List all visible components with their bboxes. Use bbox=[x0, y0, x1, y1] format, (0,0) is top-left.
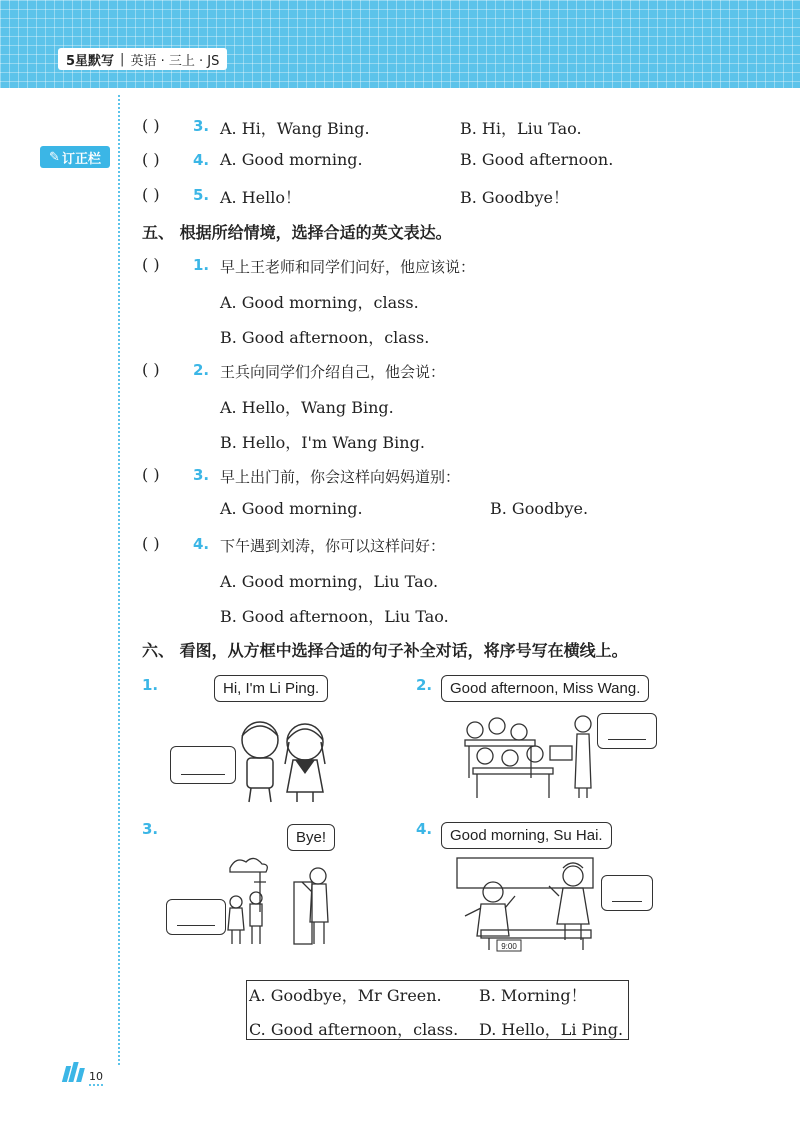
question-stem: 下午遇到刘涛，你可以这样问好： bbox=[220, 537, 446, 555]
option-a: A. Hello，Wang Bing. bbox=[220, 398, 394, 417]
choice-a: A. Goodbye，Mr Green. bbox=[249, 986, 442, 1005]
answer-paren[interactable]: ( ) bbox=[142, 150, 160, 169]
option-a: A. Hello！ bbox=[220, 188, 302, 207]
book-tag bbox=[58, 48, 227, 70]
question-number: 3. bbox=[193, 466, 210, 484]
speech-bubble: Good afternoon, Miss Wang. bbox=[441, 675, 649, 702]
question-number: 2. bbox=[193, 361, 210, 379]
option-b: B. Good afternoon，Liu Tao. bbox=[220, 607, 449, 626]
answer-blank-box[interactable] bbox=[597, 713, 657, 749]
correction-label-text: 订正栏 bbox=[61, 151, 101, 167]
option-a: A. Hi，Wang Bing. bbox=[220, 119, 370, 138]
pencil-icon: ✎ bbox=[49, 149, 60, 165]
question-number: 3. bbox=[193, 117, 210, 135]
morning-greeting-illustration bbox=[455, 856, 595, 952]
option-a: A. Good morning. bbox=[220, 499, 363, 518]
speech-bubble: Good morning, Su Hai. bbox=[441, 822, 612, 849]
question-stem: 早上出门前，你会这样向妈妈道别： bbox=[220, 468, 461, 486]
picture-number: 3. bbox=[142, 820, 159, 838]
classroom-illustration bbox=[455, 708, 595, 800]
section-five-title: 五、 根据所给情境，选择合适的英文表达。 bbox=[142, 223, 452, 242]
question-number: 1. bbox=[193, 256, 210, 274]
clock-label: 9:00 bbox=[501, 942, 517, 951]
answer-paren[interactable]: ( ) bbox=[142, 534, 160, 553]
picture-number: 4. bbox=[416, 820, 433, 838]
subject-label: 英语 · 三上 · JS bbox=[130, 53, 220, 69]
option-b: B. Hi，Liu Tao. bbox=[460, 119, 582, 138]
choices-box bbox=[246, 980, 629, 1040]
option-b: B. Good afternoon，class. bbox=[220, 328, 430, 347]
speech-bubble: Hi, I'm Li Ping. bbox=[214, 675, 328, 702]
choice-b: B. Morning！ bbox=[479, 986, 587, 1005]
option-a: A. Good morning，class. bbox=[220, 293, 419, 312]
tag-separator: | bbox=[120, 51, 125, 67]
option-a: A. Good morning，Liu Tao. bbox=[220, 572, 439, 591]
answer-paren[interactable]: ( ) bbox=[142, 185, 160, 204]
margin-dotted-line bbox=[118, 95, 120, 1065]
children-greeting-illustration bbox=[225, 712, 345, 804]
question-number: 5. bbox=[193, 186, 210, 204]
picture-number: 2. bbox=[416, 676, 433, 694]
answer-blank-box[interactable] bbox=[166, 899, 226, 935]
brand-label: 5星默写 bbox=[66, 53, 115, 69]
book-bars-icon bbox=[64, 1062, 85, 1086]
option-b: B. Goodbye！ bbox=[460, 188, 569, 207]
option-b: B. Hello，I'm Wang Bing. bbox=[220, 433, 425, 452]
section-six-title: 六、 看图，从方框中选择合适的句子补全对话，将序号写在横线上。 bbox=[142, 641, 628, 660]
question-stem: 早上王老师和同学们问好，他应该说： bbox=[220, 258, 476, 276]
answer-paren[interactable]: ( ) bbox=[142, 116, 160, 135]
question-number: 4. bbox=[193, 535, 210, 553]
answer-paren[interactable]: ( ) bbox=[142, 360, 160, 379]
page-number: 10 bbox=[89, 1070, 103, 1086]
choice-d: D. Hello，Li Ping. bbox=[479, 1020, 624, 1039]
choice-c: C. Good afternoon，class. bbox=[249, 1020, 459, 1039]
picture-number: 1. bbox=[142, 676, 159, 694]
option-a: A. Good morning. bbox=[220, 150, 363, 169]
question-number: 4. bbox=[193, 151, 210, 169]
answer-paren[interactable]: ( ) bbox=[142, 465, 160, 484]
answer-paren[interactable]: ( ) bbox=[142, 255, 160, 274]
page-footer bbox=[64, 1062, 103, 1086]
speech-bubble: Bye! bbox=[287, 824, 335, 851]
question-stem: 王兵向同学们介绍自己，他会说： bbox=[220, 363, 446, 381]
option-b: B. Goodbye. bbox=[490, 499, 589, 518]
option-b: B. Good afternoon. bbox=[460, 150, 614, 169]
answer-blank-box[interactable] bbox=[601, 875, 653, 911]
correction-column-label bbox=[40, 146, 110, 168]
header-banner bbox=[0, 0, 800, 88]
goodbye-door-illustration bbox=[218, 852, 338, 948]
